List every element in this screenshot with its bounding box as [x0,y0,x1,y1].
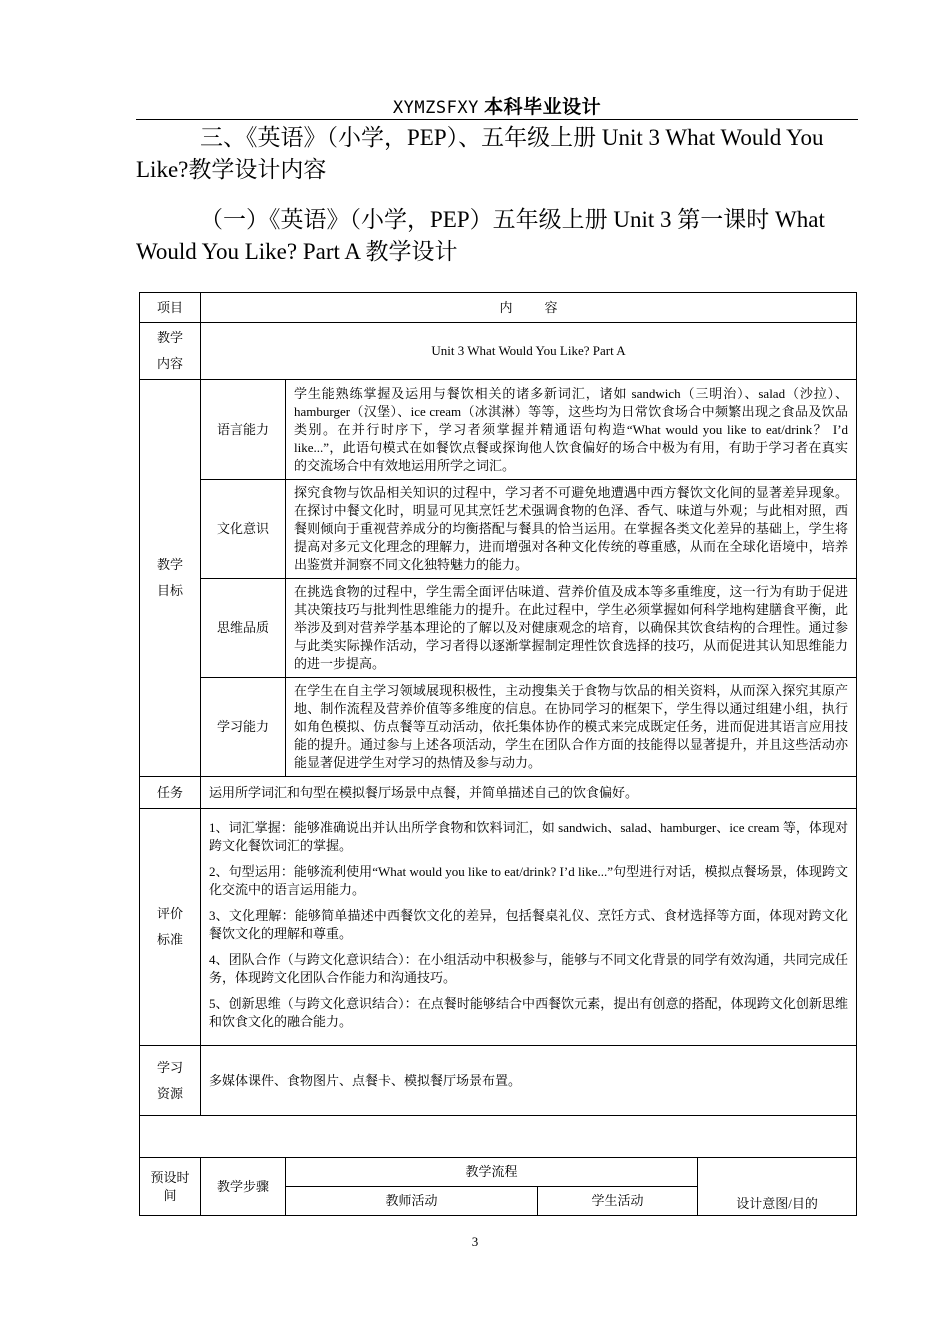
goal-row [140,678,857,777]
student-activity-label: 学生活动 [538,1187,698,1216]
goal-name: 语言能力 [201,380,286,480]
page-header [136,92,858,119]
resources-row [140,1046,857,1116]
goal-name: 思维品质 [201,579,286,678]
blank-row [140,1116,857,1158]
lesson-plan-table [139,292,857,1216]
resources-text: 多媒体课件、食物图片、点餐卡、模拟餐厅场景布置。 [201,1046,857,1116]
evaluation-item: 5、创新思维（与跨文化意识结合）：在点餐时能够结合中西餐饮元素，提出有创意的搭配，体现跨文化创新思维和饮食文化的融合能力。 [209,996,849,1029]
intent-label: 设计意图/目的 [698,1158,857,1216]
steps-label: 教学步骤 [201,1158,286,1216]
blank-cell [140,1116,857,1158]
goal-row [140,579,857,678]
goals-label: 教学 目标 [140,380,201,777]
evaluation-item: 1、词汇掌握：能够准确说出并认出所学食物和饮料词汇，如 sandwich、salad、hamburger、ice cream 等，体现对跨文化餐饮词汇的掌握。 [209,820,849,853]
evaluation-item: 4、团队合作（与跨文化意识结合）：在小组活动中积极参与，能够与不同文化背景的同学有效沟通，共同完成任务，体现跨文化团队合作能力和沟通技巧。 [209,952,849,985]
time-label: 预设时间 [140,1158,201,1216]
subsection-title: （一）《英语》（小学，PEP）五年级上册 Unit 3 第一课时 What Would You Like? Part A 教学设计 [136,207,825,264]
section-title: 三、《英语》（小学，PEP）、五年级上册 Unit 3 What Would You Like?教学设计内容 [136,125,824,182]
table-header-row [140,293,857,323]
task-row [140,777,857,809]
header-item-cell: 项目 [140,293,201,323]
content-label: 教学 内容 [140,323,201,380]
header-content-cell: 内 容 [201,293,857,323]
goal-row [140,380,857,480]
evaluation-label: 评价 标准 [140,809,201,1046]
evaluation-row [140,809,857,1046]
evaluation-item: 3、文化理解：能够简单描述中西餐饮文化的差异，包括餐桌礼仪、烹饪方式、食材选择等方面，体现对跨文化餐饮文化的理解和尊重。 [209,908,849,941]
header-code: XYMZSFXY [392,98,479,118]
task-label: 任务 [140,777,201,809]
evaluation-standards [201,809,857,1046]
page-number: 3 [471,1234,479,1249]
goal-text: 在挑选食物的过程中，学生需全面评估味道、营养价值及成本等多重维度，这一行为有助于促进其决策技巧与批判性思维能力的提升。在此过程中，学生必须掌握如何科学地构建膳食平衡，此举涉及到对营养学基本理论的了解以及对健康观念的培育，以确保其饮食结构的合理性。通过参与此类实际操作活动，学习者得以逐渐掌握制定理性饮食选择的技巧，从而促进其认知思维能力的进一步提高。 [286,579,857,678]
goal-text: 在学生在自主学习领域展现积极性，主动搜集关于食物与饮品的相关资料，从而深入探究其原产地、制作流程及营养价值等多维度的信息。在协同学习的框架下，学生得以通过组建小组，执行如角色模拟、仿点餐等互动活动，依托集体协作的模式来完成既定任务，进而促进其语言应用技能的提升。通过参与上述各项活动，学生在团队合作方面的技能得以显著提升，并且这些活动亦能显著促进学生对学习的热情及参与动力。 [286,678,857,777]
content-value: Unit 3 What Would You Like? Part A [201,323,857,380]
goal-text: 学生能熟练掌握及运用与餐饮相关的诸多新词汇，诸如 sandwich（三明治）、salad（沙拉）、hamburger（汉堡）、ice cream（冰淇淋）等等，这些均为日常饮食场合中频繁出现之食品及饮品类别。在并行时序下，学习者须掌握并精通语句构造“What would you like to eat/drink？ I’d like...”，此语句模式在如餐饮点餐或探询他人饮食偏好的场合中极为有用，有助于学习者在真实的交流场合中有效地运用所学之词汇。 [286,380,857,480]
task-text: 运用所学词汇和句型在模拟餐厅场景中点餐，并简单描述自己的饮食偏好。 [201,777,857,809]
content-row [140,323,857,380]
goal-text: 探究食物与饮品相关知识的过程中，学习者不可避免地遭遇中西方餐饮文化间的显著差异现象。在探讨中餐文化时，明显可见其烹饪艺术强调食物的色泽、香气、味道与外观；与此相对照，西餐则倾向于重视营养成分的均衡搭配与餐具的恰当运用。在掌握各类文化差异的基础上，学生将提高对多元文化理念的理解力，进而增强对各种文化传统的尊重感，从而在全球化语境中，培养出鉴赏并洞察不同文化独特魅力的能力。 [286,480,857,579]
evaluation-item: 2、句型运用：能够流利使用“What would you like to eat/drink? I’d like...”句型进行对话，模拟点餐场景，体现跨文化交流中的语言运用能力。 [209,864,849,897]
process-label: 教学流程 [286,1158,698,1187]
goal-name: 学习能力 [201,678,286,777]
header-divider [136,119,858,120]
header-title: 本科毕业设计 [484,97,602,118]
teacher-activity-label: 教师活动 [286,1187,538,1216]
resources-label: 学习 资源 [140,1046,201,1116]
goal-row [140,480,857,579]
goal-name: 文化意识 [201,480,286,579]
flow-header-row [140,1158,857,1187]
